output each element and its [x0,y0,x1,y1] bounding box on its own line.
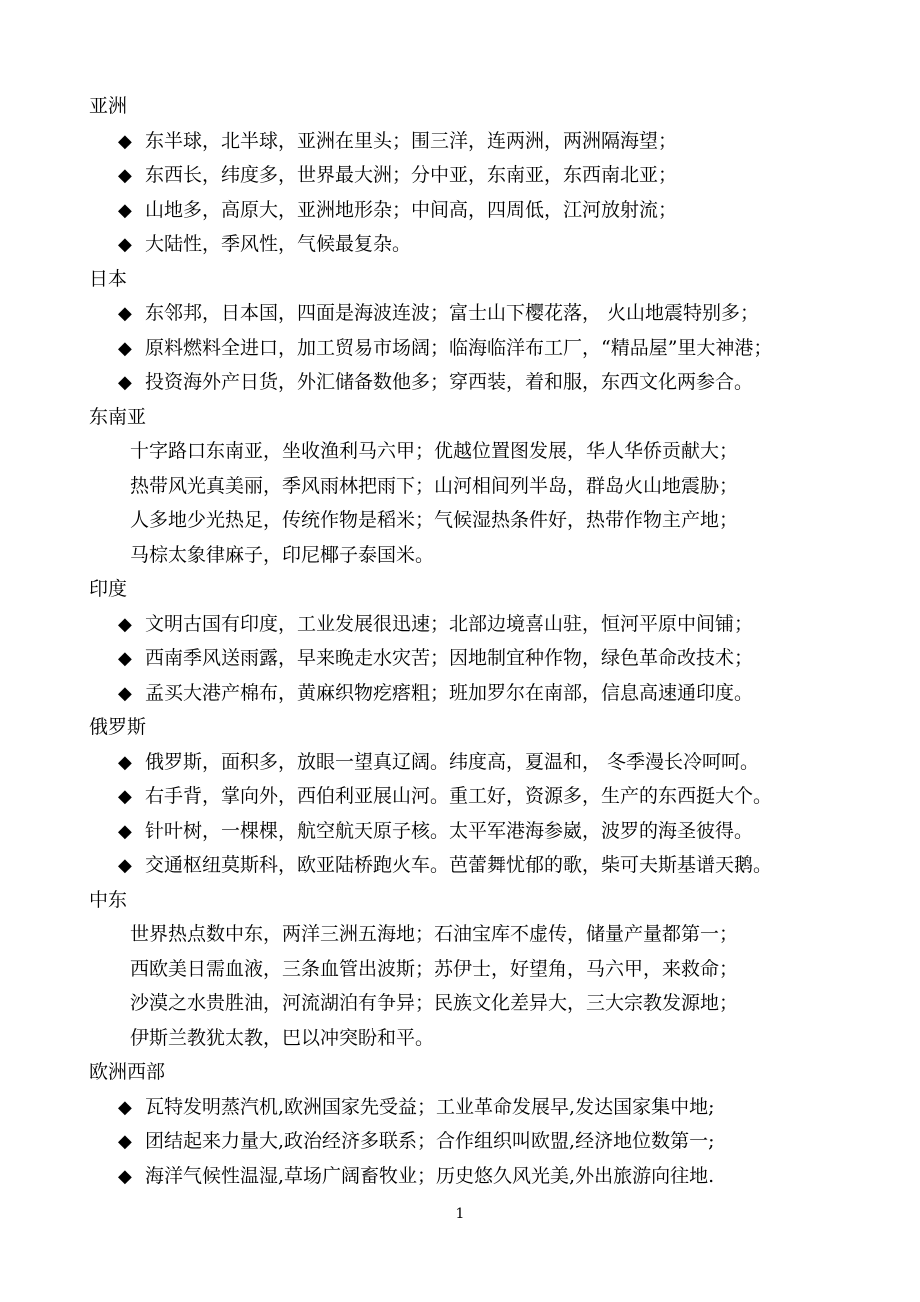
diamond-bullet-icon: ◆ [118,303,132,324]
diamond-bullet-icon: ◆ [118,1096,132,1118]
diamond-bullet-icon: ◆ [118,1131,132,1152]
bullet-line [0,1159,714,1193]
line-text: 团结起来力量大,政治经济多联系；合作组织叫欧盟,经济地位数第一; [145,1130,715,1152]
bullet-line [0,1124,714,1158]
diamond-bullet-icon: ◆ [118,372,132,393]
section-heading: 欧洲西部 [89,1061,166,1083]
line-text: 东邻邦，日本国，四面是海波连波；富士山下樱花落， 火山地震特别多； [145,302,760,324]
bullet-line [0,296,759,330]
verse-line [0,917,738,951]
bullet-line [0,848,772,882]
diamond-bullet-icon: ◆ [118,855,132,876]
line-text: 投资海外产日货，外汇储备数他多；穿西装，着和服，东西文化两参合。 [145,371,754,393]
line-text: 东半球，北半球，亚洲在里头；围三洋，连两洲，两洲隔海望； [145,129,678,152]
diamond-bullet-icon: ◆ [118,820,132,842]
diamond-bullet-icon: ◆ [118,130,132,152]
section-heading: 亚洲 [89,95,128,117]
diamond-bullet-icon: ◆ [118,786,132,807]
diamond-bullet-icon: ◆ [118,1165,132,1187]
line-text: 世界热点数中东，两洋三洲五海地；石油宝库不虚传，储量产量都第一； [130,923,739,945]
verse-line [0,503,738,537]
verse-line [0,1021,434,1055]
diamond-bullet-icon: ◆ [118,234,132,255]
bullet-line [0,676,753,710]
line-text: 文明古国有印度，工业发展很迅速；北部边境喜山驻，恒河平原中间铺； [145,612,754,635]
line-text: 东西长，纬度多，世界最大洲；分中亚，东南亚，东西南北亚； [145,164,678,186]
bullet-line [0,158,677,192]
bullet-line [0,193,677,227]
bullet-line [0,779,772,813]
diamond-bullet-icon: ◆ [118,337,132,359]
line-text: 西南季风送雨露，早来晚走水灾苦；因地制宜种作物，绿色革命改技术； [145,647,754,669]
line-text: 孟买大港产棉布，黄麻织物疙瘩粗；班加罗尔在南部，信息高速通印度。 [145,681,754,704]
section-heading: 印度 [89,578,128,600]
line-text: 俄罗斯，面积多，放眼一望真辽阔。纬度高，夏温和， 冬季漫长冷呵呵。 [145,750,760,773]
line-text: 右手背，掌向外，西伯利亚展山河。重工好，资源多，生产的东西挺大个。 [145,785,773,807]
line-text: 马棕太象律麻子，印尼椰子泰国米。 [130,543,435,566]
bullet-line [0,745,759,779]
line-text: 沙漠之水贵胜油，河流湖泊有争异；民族文化差异大，三大宗教发源地； [130,992,739,1014]
bullet-line [0,227,411,261]
diamond-bullet-icon: ◆ [118,165,132,186]
bullet-line [0,814,753,848]
verse-line [0,538,434,572]
line-text: 山地多，高原大，亚洲地形杂；中间高，四周低，江河放射流； [145,198,678,221]
line-text: 伊斯兰教犹太教，巴以冲突盼和平。 [130,1026,435,1049]
bullet-line [0,365,753,399]
line-text: 西欧美日需血液，三条血管出波斯；苏伊士，好望角，马六甲，来救命； [130,957,739,980]
section-heading: 日本 [89,267,128,290]
bullet-line [0,641,753,675]
page-number: 1 [455,1206,465,1222]
diamond-bullet-icon: ◆ [118,648,132,669]
line-text: 交通枢纽莫斯科，欧亚陆桥跑火车。芭蕾舞忧郁的歌，柴可夫斯基谱天鹅。 [145,854,773,876]
bullet-line [0,607,753,641]
line-text: 人多地少光热足，传统作物是稻米；气候湿热条件好，热带作物主产地； [130,509,739,531]
verse-line [0,434,738,468]
section-heading: 俄罗斯 [89,716,147,738]
verse-line [0,986,738,1020]
line-text: 热带风光真美丽，季风雨林把雨下；山河相间列半岛，群岛火山地震胁； [130,474,739,497]
bullet-line [0,124,677,158]
section-heading: 东南亚 [89,405,147,428]
verse-line [0,469,738,503]
line-text: 海洋气候性温湿,草场广阔畜牧业；历史悠久风光美,外出旅游向往地. [145,1164,715,1187]
line-text: 大陆性，季风性，气候最复杂。 [145,233,412,255]
diamond-bullet-icon: ◆ [118,199,132,221]
line-text: 十字路口东南亚，坐收渔利马六甲；优越位置图发展，华人华侨贡献大； [130,440,739,462]
diamond-bullet-icon: ◆ [118,751,132,773]
section-heading: 中东 [89,888,128,911]
bullet-line [0,1090,714,1124]
verse-line [0,952,738,986]
bullet-line [0,331,772,365]
line-text: 瓦特发明蒸汽机,欧洲国家先受益；工业革命发展早,发达国家集中地; [145,1095,715,1118]
line-text: 针叶树，一棵棵，航空航天原子核。太平军港海参崴，波罗的海圣彼得。 [145,819,754,842]
line-text: 原料燃料全进口，加工贸易市场阔；临海临洋布工厂，“精品屋”里大神港； [145,336,773,359]
diamond-bullet-icon: ◆ [118,613,132,635]
diamond-bullet-icon: ◆ [118,682,132,704]
